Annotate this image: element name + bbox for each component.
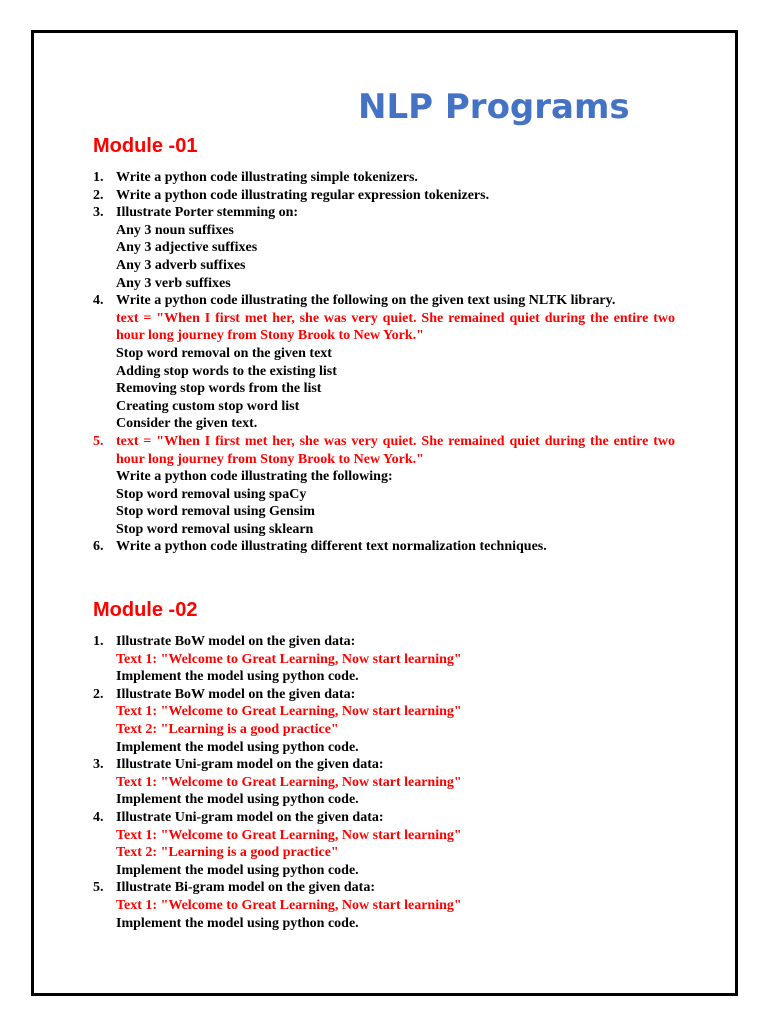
list-item [93, 204, 675, 292]
instruction-line: Write a python code illustrating the following on the given text using NLTK library. [116, 293, 616, 309]
list-item [93, 633, 675, 686]
list-item-number: 5. [93, 433, 104, 449]
list-item [93, 809, 675, 879]
list-item-number: 4. [93, 809, 104, 825]
list-item [93, 538, 675, 556]
instruction-line: Creating custom stop word list [116, 398, 300, 414]
instruction-line: Implement the model using python code. [116, 669, 359, 685]
sample-text-line: text = "When I first met her, she was very quiet. She remained quiet during the entire two hour long journey from Stony Brook to New York." [116, 310, 675, 344]
instruction-line: Illustrate BoW model on the given data: [116, 634, 356, 649]
module-01-heading: Module -01 [93, 135, 198, 157]
instruction-line: Illustrate BoW model on the given data: [116, 686, 356, 702]
list-item [93, 686, 675, 756]
sample-text-line: Text 1: "Welcome to Great Learning, Now start learning" [116, 704, 462, 720]
instruction-line: Implement the model using python code. [116, 915, 359, 931]
list-item-number: 4. [93, 293, 104, 309]
instruction-line: Illustrate Uni-gram model on the given data: [116, 757, 384, 773]
list-item-number: 1. [93, 170, 104, 185]
list-item-number: 2. [93, 686, 104, 702]
module-02-heading: Module -02 [93, 599, 198, 621]
instruction-line: Implement the model using python code. [116, 862, 359, 878]
sample-text-line: Text 2: "Learning is a good practice" [116, 845, 339, 861]
sample-text-line: Text 1: "Welcome to Great Learning, Now start learning" [116, 827, 462, 843]
list-item-number: 3. [93, 757, 104, 773]
list-item [93, 756, 675, 809]
instruction-line: Consider the given text. [116, 416, 258, 432]
document-title: NLP Programs [358, 87, 630, 127]
instruction-line: Any 3 verb suffixes [116, 275, 231, 291]
instruction-line: Write a python code illustrating different text normalization techniques. [116, 539, 547, 555]
instruction-line: Any 3 noun suffixes [116, 222, 234, 238]
instruction-line: Illustrate Bi-gram model on the given data: [116, 880, 375, 896]
instruction-line: Stop word removal using sklearn [116, 521, 314, 537]
list-item [93, 169, 675, 187]
instruction-line: Write a python code illustrating the following: [116, 469, 393, 485]
instruction-line: Stop word removal using spaCy [116, 486, 307, 502]
list-item-number: 6. [93, 539, 104, 555]
instruction-line: Stop word removal on the given text [116, 345, 332, 361]
instruction-line: Write a python code illustrating simple tokenizers. [116, 170, 418, 185]
sample-text-line: Text 1: "Welcome to Great Learning, Now start learning" [116, 897, 462, 913]
module-02-list [93, 633, 675, 932]
list-item-number: 3. [93, 205, 104, 221]
instruction-line: Illustrate Porter stemming on: [116, 205, 299, 221]
instruction-line: Stop word removal using Gensim [116, 504, 315, 520]
instruction-line: Implement the model using python code. [116, 739, 359, 755]
sample-text-line: Text 1: "Welcome to Great Learning, Now start learning" [116, 651, 462, 667]
list-item [93, 433, 675, 539]
instruction-line: Any 3 adjective suffixes [116, 240, 258, 256]
instruction-line: Any 3 adverb suffixes [116, 257, 246, 273]
list-item-number: 5. [93, 880, 104, 896]
sample-text-line: text = "When I first met her, she was very quiet. She remained quiet during the entire two hour long journey from Stony Brook to New York." [116, 433, 675, 467]
instruction-line: Implement the model using python code. [116, 792, 359, 808]
sample-text-line: Text 1: "Welcome to Great Learning, Now start learning" [116, 774, 462, 790]
list-item [93, 187, 675, 205]
list-item-number: 2. [93, 187, 104, 203]
instruction-line: Illustrate Uni-gram model on the given data: [116, 809, 384, 825]
sample-text-line: Text 2: "Learning is a good practice" [116, 721, 339, 737]
instruction-line: Removing stop words from the list [116, 381, 322, 397]
list-item [93, 292, 675, 433]
instruction-line: Adding stop words to the existing list [116, 363, 337, 379]
list-item [93, 879, 675, 932]
instruction-line: Write a python code illustrating regular expression tokenizers. [116, 187, 490, 203]
module-01-list [93, 169, 675, 556]
list-item-number: 1. [93, 634, 104, 649]
